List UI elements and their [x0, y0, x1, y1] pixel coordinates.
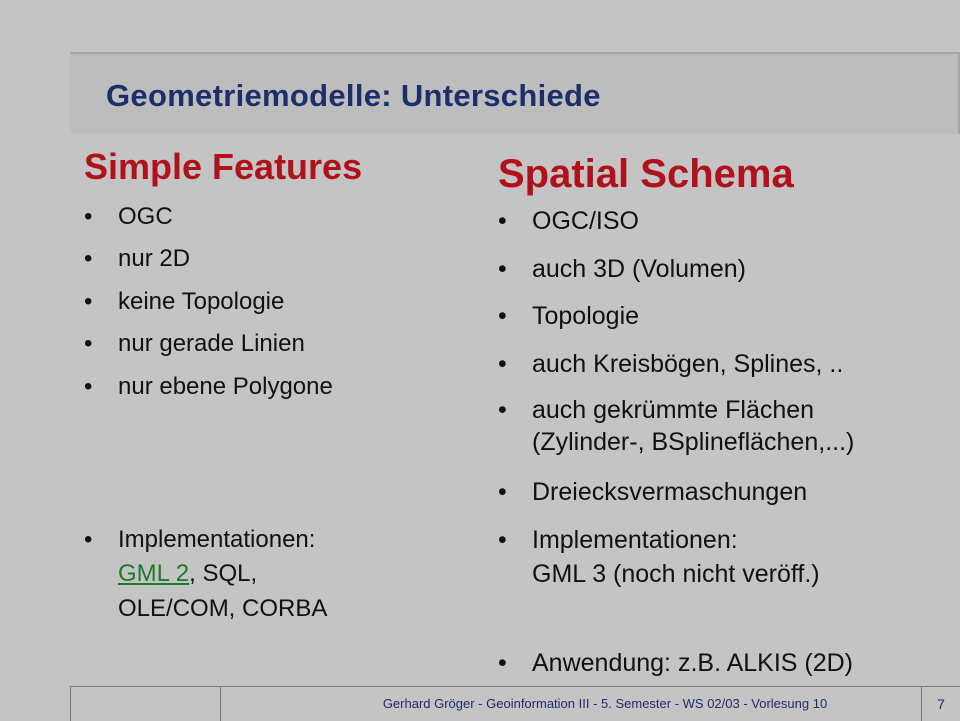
right-column-heading: Spatial Schema: [498, 152, 794, 196]
footer-bar: [70, 686, 960, 721]
bullet-icon: •: [84, 526, 93, 553]
bullet-icon: •: [84, 245, 93, 272]
page-number: 7: [921, 687, 960, 721]
bullet-icon: •: [498, 649, 507, 677]
slide-title: Geometriemodelle: Unterschiede: [106, 78, 601, 113]
bullet-icon: •: [498, 526, 507, 554]
footer-left-cell: [70, 687, 221, 721]
footer-text: Gerhard Gröger - Geoinformation III - 5. Semester - WS 02/03 - Vorlesung 10: [382, 696, 828, 711]
bullet-icon: •: [498, 478, 507, 506]
bullet-icon: •: [498, 350, 507, 378]
bullet-icon: •: [498, 255, 507, 283]
bullet-icon: •: [84, 330, 93, 357]
bullet-icon: •: [84, 203, 93, 230]
bullet-icon: •: [498, 302, 507, 330]
left-column-heading: Simple Features: [84, 146, 363, 187]
bullet-icon: •: [498, 207, 507, 235]
bullet-icon: •: [84, 373, 93, 400]
bullet-icon: •: [498, 396, 507, 424]
bullet-icon: •: [84, 288, 93, 315]
gml2-link[interactable]: GML 2: [118, 560, 190, 587]
